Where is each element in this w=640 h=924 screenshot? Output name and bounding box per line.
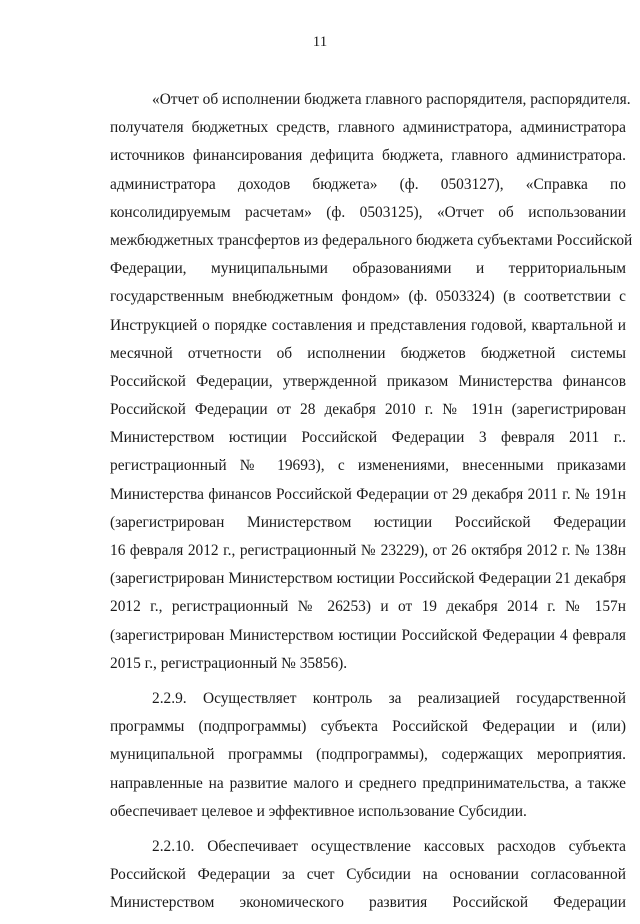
- paragraph-p2: [110, 685, 626, 826]
- text-line: 2.2.10. Обеспечивает осуществление кассовых расходов субъекта: [152, 837, 626, 855]
- text-line: Российской Федерации за счет Субсидии на основании согласованной: [110, 866, 626, 884]
- text-line: источников финансирования дефицита бюджета, главного администратора.: [110, 147, 626, 165]
- text-line: государственным внебюджетным фондом» (ф. 0503324) (в соответствии с: [110, 288, 626, 306]
- text-line: межбюджетных трансфертов из федерального бюджета субъектами Российской: [110, 231, 633, 249]
- text-line: получателя бюджетных средств, главного администратора, администратора: [110, 119, 626, 137]
- text-line: Министерством экономического развития Российской Федерации: [110, 894, 626, 912]
- text-line: Федерации, муниципальными образованиями и территориальным: [110, 260, 626, 278]
- text-line: Российской Федерации от 28 декабря 2010 г. № 191н (зарегистрирован: [110, 401, 626, 419]
- text-line: 2015 г., регистрационный № 35856).: [110, 654, 348, 672]
- page-number: 11: [312, 34, 328, 50]
- text-line: муниципальной программы (подпрограммы), содержащих мероприятия.: [110, 746, 626, 764]
- text-line: направленные на развитие малого и среднего предпринимательства, а также: [110, 774, 626, 792]
- text-line: Министерством юстиции Российской Федерации 3 февраля 2011 г..: [110, 429, 626, 447]
- text-line: месячной отчетности об исполнении бюджетов бюджетной системы: [110, 344, 626, 362]
- text-line: 2.2.9. Осуществляет контроль за реализацией государственной: [152, 689, 626, 707]
- text-line: администратора доходов бюджета» (ф. 0503127), «Справка по: [110, 175, 626, 193]
- text-line: «Отчет об исполнении бюджета главного распорядителя, распорядителя.: [152, 91, 631, 108]
- text-line: 16 февраля 2012 г., регистрационный № 23229), от 26 октября 2012 г. № 138н: [110, 542, 626, 559]
- text-line: консолидируемым расчетам» (ф. 0503125), «Отчет об использовании: [110, 203, 626, 221]
- text-line: Российской Федерации, утвержденной приказом Министерства финансов: [110, 372, 626, 390]
- text-line: Министерства финансов Российской Федерации от 29 декабря 2011 г. № 191н: [110, 485, 626, 503]
- text-line: 2012 г., регистрационный № 26253) и от 19 декабря 2014 г. № 157н: [110, 598, 626, 616]
- document-body: [110, 86, 633, 924]
- text-line: регистрационный № 19693), с изменениями, внесенными приказами: [110, 457, 626, 475]
- text-line: обеспечивает целевое и эффективное использование Субсидии.: [110, 802, 527, 820]
- text-line: (зарегистрирован Министерством юстиции Российской Федерации: [110, 513, 626, 531]
- text-line: (зарегистрирован Министерством юстиции Российской Федерации 21 декабря: [110, 570, 626, 588]
- text-line: программы (подпрограммы) субъекта Российской Федерации и (или): [110, 718, 626, 736]
- text-line: (зарегистрирован Министерством юстиции Российской Федерации 4 февраля: [110, 626, 626, 644]
- text-line: Инструкцией о порядке составления и представления годовой, квартальной и: [110, 316, 626, 334]
- paragraph-p1: [110, 86, 633, 678]
